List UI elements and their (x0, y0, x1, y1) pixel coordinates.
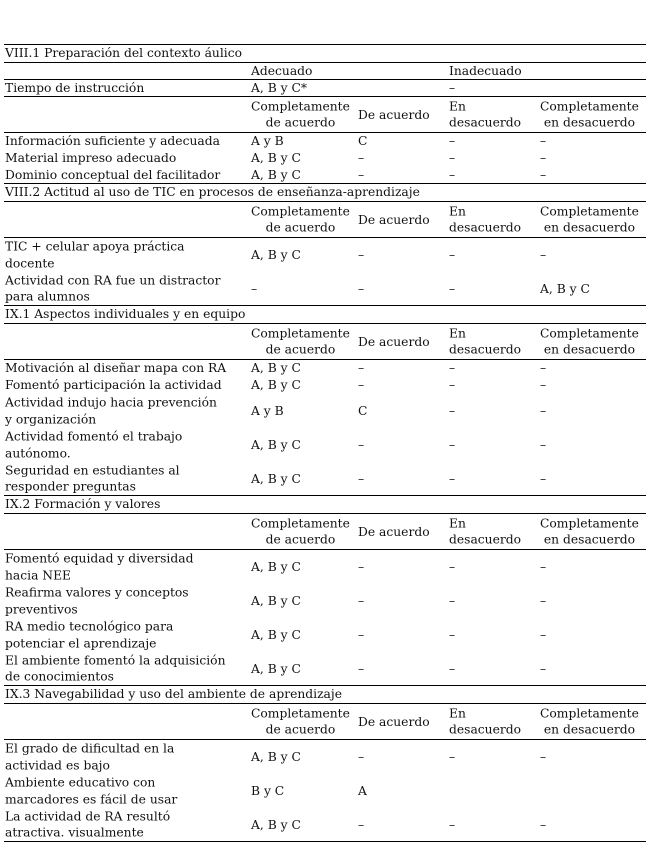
row-label: Fomentó equidad y diversidad hacia NEE (5, 551, 194, 582)
row-value: A (358, 783, 367, 798)
row-label: Reafirma valores y conceptos preventivos (5, 585, 189, 616)
row-value: – (449, 151, 456, 165)
row-label: Material impreso adecuado (5, 151, 177, 165)
row-value: A, B y C (251, 471, 301, 486)
row-label: Información suficiente y adecuada (5, 134, 220, 148)
row-label: RA medio tecnológico para potenciar el aprendizaje (5, 619, 174, 650)
row-value: – (540, 627, 547, 642)
row-value: – (449, 437, 456, 452)
table-row (4, 150, 646, 167)
row-value: – (540, 593, 547, 608)
table-row (4, 360, 646, 377)
row-value: – (449, 134, 456, 148)
row-label: Actividad con RA fue un distractor para alumnos (5, 273, 221, 304)
row-value: A, B y C (251, 817, 301, 832)
row-value: – (449, 593, 456, 608)
header-completamente-de-acuerdo: Completamente de acuerdo (251, 326, 350, 357)
row-value: – (449, 817, 456, 832)
row-label: Actividad indujo hacia prevención y organización (5, 395, 217, 426)
row-value: A, B y C* (251, 81, 308, 95)
row-value: – (251, 281, 258, 296)
header-inadecuado: Inadecuado (449, 64, 522, 78)
section-title: IX.2 Formación y valores (4, 496, 646, 514)
table-row (4, 272, 646, 306)
row-label: Actividad fomentó el trabajo autónomo. (5, 429, 183, 460)
row-value: – (540, 749, 547, 764)
row-value: A, B y C (251, 151, 301, 165)
row-value: A, B y C (251, 168, 301, 182)
row-value: – (358, 281, 365, 296)
row-value: – (540, 559, 547, 574)
table-row (4, 774, 646, 808)
results-table (4, 44, 646, 842)
row-value: A, B y C (540, 281, 590, 296)
row-value: – (449, 81, 456, 95)
table-row (4, 618, 646, 652)
row-value: – (540, 168, 547, 182)
binary-header (4, 63, 646, 80)
header-en-desacuerdo: En desacuerdo (449, 706, 522, 737)
header-completamente-de-acuerdo: Completamente de acuerdo (251, 99, 350, 130)
row-value: A, B y C (251, 627, 301, 642)
row-value: – (540, 378, 547, 392)
header-de-acuerdo: De acuerdo (358, 212, 430, 227)
table-row (4, 584, 646, 618)
row-value: – (540, 471, 547, 486)
table-row (4, 428, 646, 462)
row-value: – (449, 749, 456, 764)
header-completamente-de-acuerdo: Completamente de acuerdo (251, 706, 350, 737)
section-title: VIII.2 Actitud al uso de TIC en procesos de enseñanza-aprendizaje (4, 184, 646, 202)
row-label: TIC + celular apoya práctica docente (5, 239, 185, 270)
row-value: – (540, 361, 547, 375)
header-de-acuerdo: De acuerdo (358, 334, 430, 349)
table-row (4, 133, 646, 150)
row-value: – (449, 281, 456, 296)
row-value: – (540, 817, 547, 832)
row-value: – (449, 361, 456, 375)
header-de-acuerdo: De acuerdo (358, 524, 430, 539)
likert-header (4, 324, 646, 360)
row-label: Motivación al diseñar mapa con RA (5, 361, 227, 375)
row-value: A, B y C (251, 437, 301, 452)
header-completamente-de-acuerdo: Completamente de acuerdo (251, 516, 350, 547)
table-row (4, 377, 646, 394)
row-value: A, B y C (251, 247, 301, 262)
table-row (4, 462, 646, 496)
row-value: A, B y C (251, 593, 301, 608)
row-value: – (358, 627, 365, 642)
row-value: – (449, 378, 456, 392)
section-title: IX.1 Aspectos individuales y en equipo (4, 306, 646, 324)
row-value: – (358, 151, 365, 165)
row-value: – (540, 437, 547, 452)
row-value: C (358, 403, 368, 418)
row-value: B y C (251, 783, 285, 798)
row-value: – (449, 403, 456, 418)
section-title: IX.3 Navegabilidad y uso del ambiente de aprendizaje (4, 686, 646, 704)
row-value: – (358, 817, 365, 832)
likert-header (4, 202, 646, 238)
row-value: – (449, 627, 456, 642)
header-en-desacuerdo: En desacuerdo (449, 326, 522, 357)
row-value: A y B (251, 403, 284, 418)
row-value: A, B y C (251, 378, 301, 392)
row-value: – (449, 661, 456, 676)
row-value: A, B y C (251, 661, 301, 676)
table-row (4, 80, 646, 97)
row-value: – (449, 559, 456, 574)
row-value: A, B y C (251, 559, 301, 574)
likert-header (4, 514, 646, 550)
row-value: – (540, 661, 547, 676)
row-value: – (358, 749, 365, 764)
table-row (4, 167, 646, 184)
row-value: – (358, 361, 365, 375)
header-en-desacuerdo: En desacuerdo (449, 99, 522, 130)
section-title: VIII.1 Preparación del contexto áulico (4, 45, 646, 63)
row-value: A, B y C (251, 361, 301, 375)
header-completamente-en-desacuerdo: Completamente en desacuerdo (540, 326, 639, 357)
likert-header (4, 97, 646, 133)
row-value: – (540, 247, 547, 262)
header-completamente-en-desacuerdo: Completamente en desacuerdo (540, 204, 639, 235)
table-row (4, 740, 646, 774)
likert-header (4, 704, 646, 740)
row-value: – (540, 134, 547, 148)
row-value: – (540, 151, 547, 165)
row-value: – (358, 378, 365, 392)
header-completamente-en-desacuerdo: Completamente en desacuerdo (540, 99, 639, 130)
row-value: – (449, 471, 456, 486)
table-row (4, 652, 646, 686)
row-label: Dominio conceptual del facilitador (5, 168, 221, 182)
header-completamente-de-acuerdo: Completamente de acuerdo (251, 204, 350, 235)
row-value: A, B y C (251, 749, 301, 764)
header-completamente-en-desacuerdo: Completamente en desacuerdo (540, 706, 639, 737)
header-adecuado: Adecuado (251, 64, 313, 78)
row-value: – (358, 247, 365, 262)
row-label: Tiempo de instrucción (5, 81, 145, 95)
table-row (4, 394, 646, 428)
table-row (4, 238, 646, 272)
row-label: El ambiente fomentó la adquisición de conocimientos (5, 653, 226, 684)
row-value: – (358, 168, 365, 182)
row-value: – (540, 403, 547, 418)
row-value: – (358, 437, 365, 452)
row-value: – (358, 661, 365, 676)
row-label: Seguridad en estudiantes al responder preguntas (5, 463, 180, 494)
row-value: – (358, 471, 365, 486)
row-label: Ambiente educativo con marcadores es fácil de usar (5, 775, 178, 806)
row-label: Fomentó participación la actividad (5, 378, 222, 392)
header-en-desacuerdo: En desacuerdo (449, 204, 522, 235)
table-row (4, 550, 646, 584)
row-label: La actividad de RA resultó atractiva. visualmente (5, 809, 171, 840)
table-row (4, 808, 646, 842)
row-value: C (358, 134, 368, 148)
row-value: A y B (251, 134, 284, 148)
row-value: – (358, 593, 365, 608)
row-value: – (358, 559, 365, 574)
row-label: El grado de dificultad en la actividad es bajo (5, 741, 175, 772)
header-de-acuerdo: De acuerdo (358, 107, 430, 122)
header-completamente-en-desacuerdo: Completamente en desacuerdo (540, 516, 639, 547)
header-en-desacuerdo: En desacuerdo (449, 516, 522, 547)
row-value: – (449, 247, 456, 262)
row-value: – (449, 168, 456, 182)
header-de-acuerdo: De acuerdo (358, 714, 430, 729)
